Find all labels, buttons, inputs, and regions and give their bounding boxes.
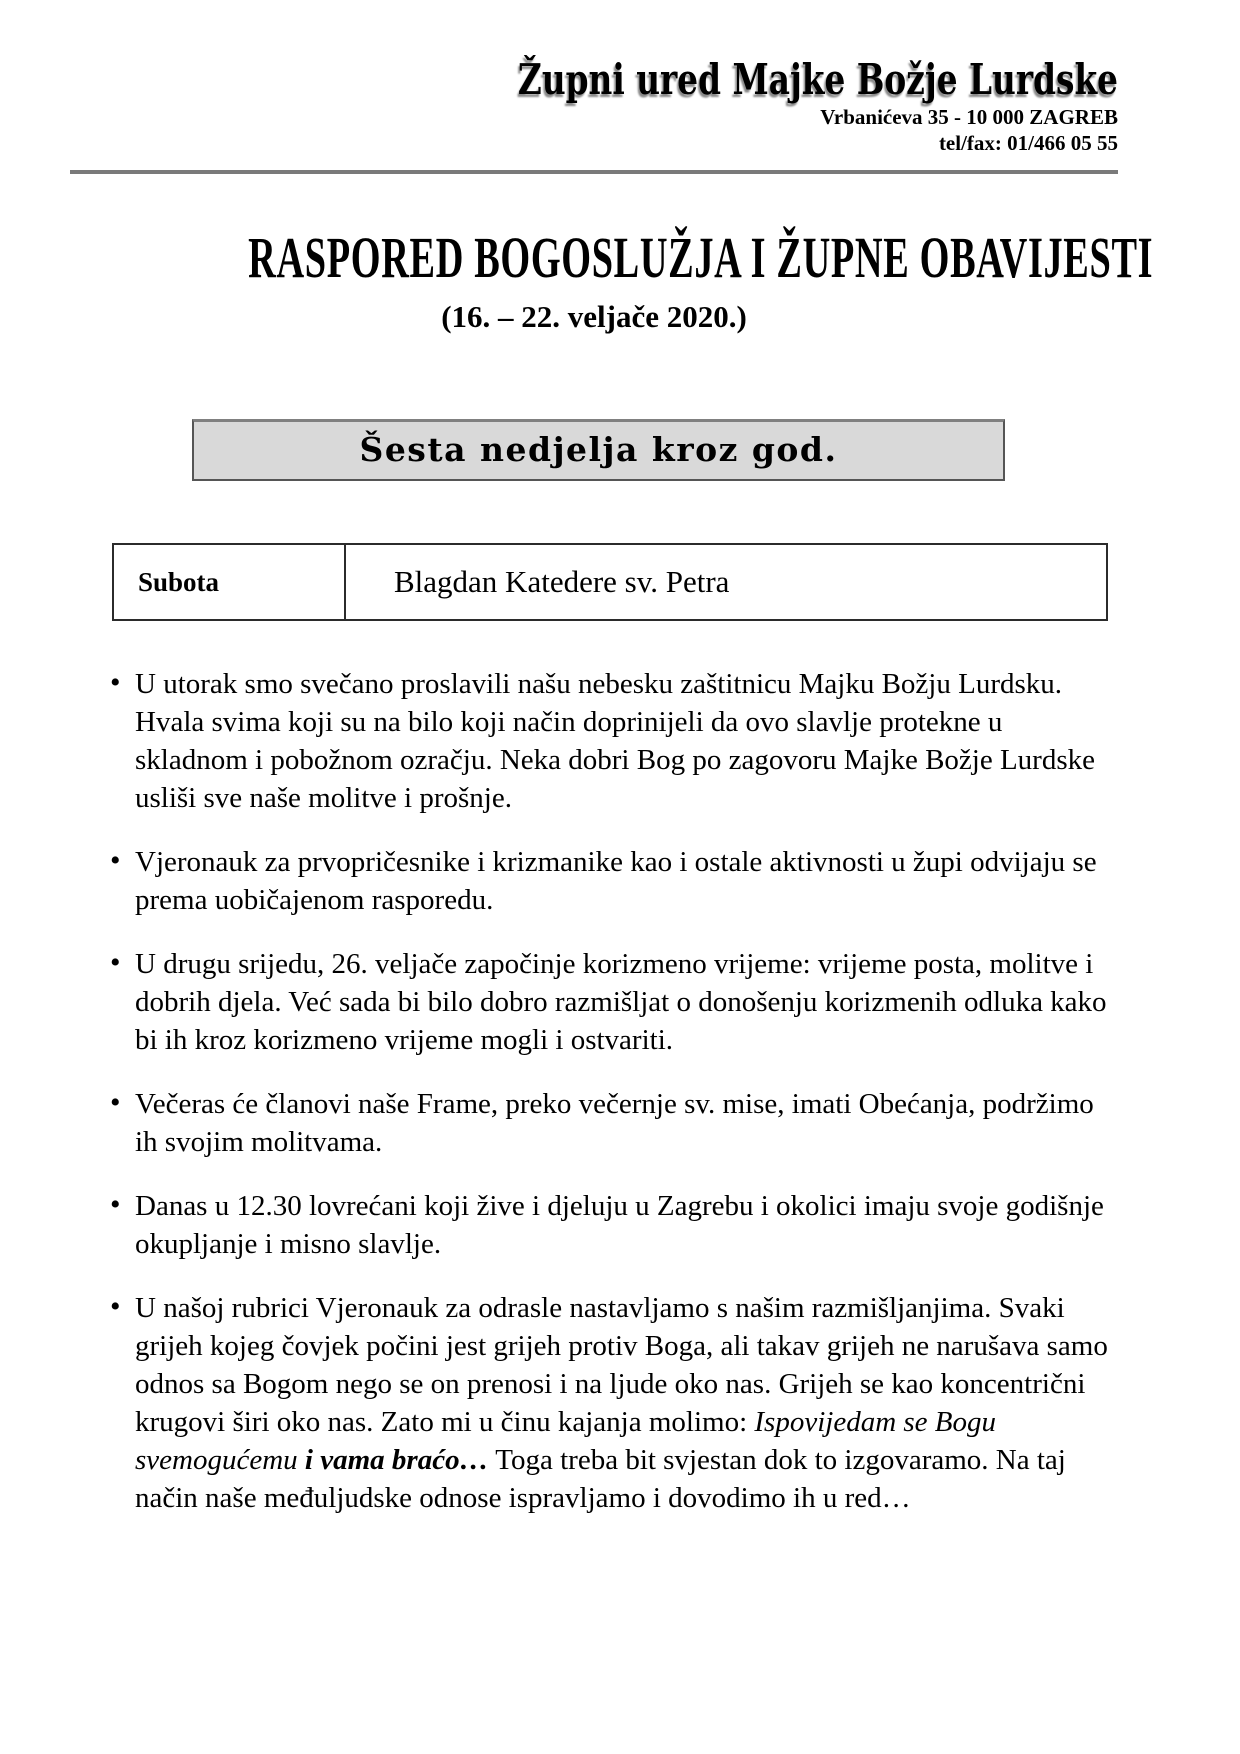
letterhead: [70, 56, 1118, 156]
parish-office-name: Župni ured Majke Božje Lurdske: [517, 55, 1118, 104]
announcement-item: [70, 1289, 1118, 1517]
week-banner-text: Šesta nedjelja kroz god.: [359, 430, 838, 470]
announcement-text-run: Danas u 12.30 lovrećani koji žive i djeluju u Zagrebu i okolici imaju svoje godišnje okupljanje i misno slavlje.: [135, 1190, 1104, 1261]
header-divider: [70, 170, 1118, 174]
letterhead-phone: tel/fax: 01/466 05 55: [938, 131, 1118, 156]
announcement-text-run: Vjeronauk za prvopričesnike i krizmanike kao i ostale aktivnosti u župi odvijaju se prema uobičajenom rasporedu.: [135, 846, 1097, 917]
announcement-text-run: Ispovijedam se Bogu svemogućemu: [135, 1406, 997, 1477]
document-title: RASPORED BOGOSLUŽJA I ŽUPNE OBAVIJESTI: [248, 225, 1154, 291]
announcement-item: [70, 843, 1118, 919]
letterhead-address: Vrbanićeva 35 - 10 000 ZAGREB: [820, 105, 1118, 130]
announcements-list: [70, 665, 1118, 1517]
announcement-item: [70, 945, 1118, 1059]
schedule-day-cell: Subota: [113, 544, 345, 620]
week-banner: [192, 419, 1005, 481]
date-range: (16. – 22. veljače 2020.): [441, 299, 747, 335]
announcement-text-run: i vama braćo…: [304, 1444, 489, 1477]
table-row: [113, 544, 1107, 620]
announcement-item: [70, 1085, 1118, 1161]
announcement-text-run: U drugu srijedu, 26. veljače započinje korizmeno vrijeme: vrijeme posta, molitve i dobrih djela. Već sada bi bilo dobro razmišljat o donošenju korizmenih odluka kako bi ih kroz korizmeno vrijeme mogli i ostvariti.: [135, 948, 1107, 1057]
announcement-text-run: U utorak smo svečano proslavili našu nebesku zaštitnicu Majku Božju Lurdsku. Hvala svima koji su na bilo koji način doprinijeli da ovo slavlje protekne u skladnom i pobožnom ozračju. Neka dobri Bog po zagovoru Majke Božje Lurdske usliši sve naše molitve i prošnje.: [135, 668, 1095, 815]
schedule-event-cell: Blagdan Katedere sv. Petra: [345, 544, 1107, 620]
schedule-table: [112, 543, 1108, 621]
announcement-item: [70, 1187, 1118, 1263]
announcement-text-run: Večeras će članovi naše Frame, preko večernje sv. mise, imati Obećanja, podržimo ih svojim molitvama.: [135, 1088, 1094, 1159]
announcement-text-run: U našoj rubrici Vjeronauk za odrasle nastavljamo s našim razmišljanjima. Svaki grijeh kojeg čovjek počini jest grijeh protiv Boga, ali takav grijeh ne narušava samo odnos sa Bogom nego se on prenosi i na ljude oko nas. Grijeh se kao koncentrični krugovi širi oko nas. Zato mi u činu kajanja molimo:: [135, 1292, 1108, 1439]
announcement-text-run: Toga treba bit svjestan dok to izgovaramo. Na taj način naše međuljudske odnose ispravljamo i dovodimo ih u red…: [135, 1444, 1066, 1515]
announcement-item: [70, 665, 1118, 817]
